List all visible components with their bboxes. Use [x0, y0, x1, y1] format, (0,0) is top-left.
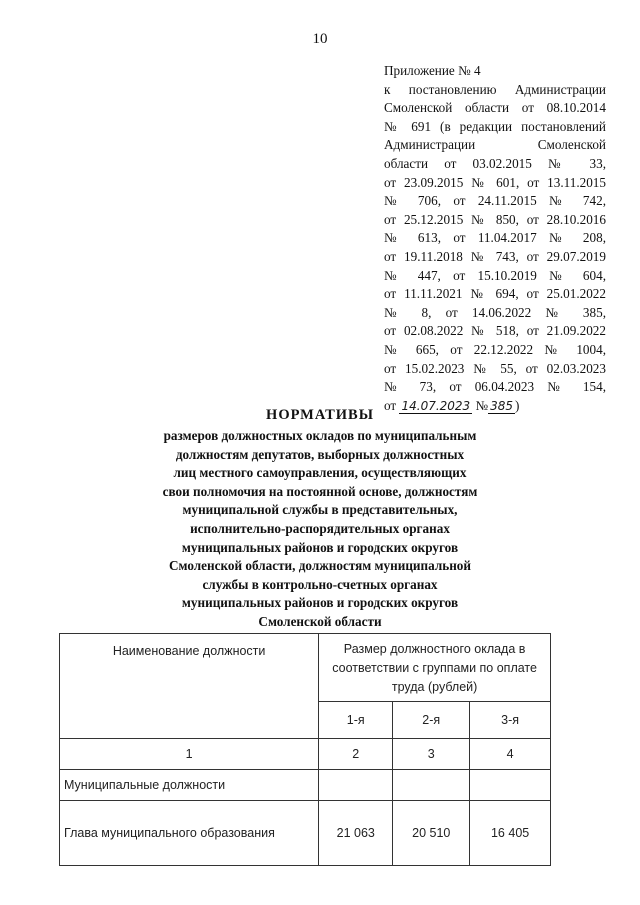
appendix-line: № 447, от 15.10.2019 № 604, — [384, 267, 606, 283]
norms-table — [59, 633, 551, 866]
group-2-header: 2-я — [393, 702, 470, 739]
group-1-header: 1-я — [319, 702, 393, 739]
salary-cell: 21 063 — [319, 801, 393, 866]
appendix-line: от 15.02.2023 № 55, от 02.03.2023 — [384, 360, 606, 376]
table-row — [60, 770, 551, 801]
appendix-line: от 11.11.2021 № 694, от 25.01.2022 — [384, 286, 606, 302]
table-header-row — [60, 634, 551, 702]
title-line: муниципальной службы в представительных, — [182, 502, 458, 518]
appendix-line: к постановлению Администрации — [384, 81, 606, 97]
appendix-line: № 665, от 22.12.2022 № 1004, — [384, 341, 606, 357]
appendix-block — [384, 62, 606, 415]
appendix-line: Смоленской области от 08.10.2014 — [384, 100, 606, 116]
appendix-line: от 02.08.2022 № 518, от 21.09.2022 — [384, 323, 606, 339]
page-number: 10 — [312, 31, 328, 47]
salary-cell — [319, 770, 393, 801]
appendix-line: от 19.11.2018 № 743, от 29.07.2019 — [384, 248, 606, 264]
table-row — [60, 801, 551, 866]
salary-cell: 20 510 — [393, 801, 470, 866]
document-title — [0, 407, 640, 632]
title-line: Смоленской области, должностям муниципальной — [169, 558, 471, 574]
title-line: муниципальных районов и городских округов — [181, 539, 459, 555]
header-position-name: Наименование должности — [60, 634, 319, 739]
salary-cell: 16 405 — [470, 801, 551, 866]
title-line: Смоленской области — [258, 613, 382, 629]
title-main: НОРМАТИВЫ — [266, 407, 374, 423]
position-name-cell: Муниципальные должности — [60, 770, 319, 801]
title-line: должностям депутатов, выборных должностных — [175, 446, 465, 462]
title-line: службы в контрольно-счетных органах — [202, 576, 438, 592]
header-salary-size: Размер должностного оклада в соответствии с группами по оплате труда (рублей) — [319, 634, 551, 702]
position-name-cell: Глава муниципального образования — [60, 801, 319, 866]
column-number: 4 — [470, 739, 551, 770]
appendix-line: Приложение № 4 — [384, 63, 481, 78]
title-line: размеров должностных окладов по муниципальным — [163, 428, 477, 443]
column-number: 1 — [60, 739, 319, 770]
handwritten-date: 14.07.2023 — [401, 398, 471, 413]
appendix-line: от 23.09.2015 № 601, от 13.11.2015 — [384, 174, 606, 190]
title-line: муниципальных районов и городских округов — [181, 595, 459, 611]
salary-cell — [393, 770, 470, 801]
title-line: свои полномочия на постоянной основе, должностям — [162, 483, 478, 499]
appendix-line: области от 03.02.2015 № 33, — [384, 155, 606, 171]
closing-paren: ) — [515, 397, 520, 413]
title-line: исполнительно-распорядительных органах — [190, 520, 450, 536]
appendix-last-prefix: от — [384, 397, 397, 413]
appendix-line: № 691 (в редакции постановлений — [384, 118, 606, 134]
title-line: лиц местного самоуправления, осуществляющих — [173, 465, 467, 481]
group-3-header: 3-я — [470, 702, 551, 739]
table-numbering-row — [60, 739, 551, 770]
appendix-line: № 613, от 11.04.2017 № 208, — [384, 230, 606, 246]
appendix-line: № 73, от 06.04.2023 № 154, — [384, 379, 606, 395]
appendix-line: от 25.12.2015 № 850, от 28.10.2016 — [384, 211, 606, 227]
salary-cell — [470, 770, 551, 801]
number-label: № — [475, 397, 489, 413]
appendix-line: № 8, от 14.06.2022 № 385, — [384, 304, 606, 320]
appendix-line: № 706, от 24.11.2015 № 742, — [384, 193, 606, 209]
column-number: 2 — [319, 739, 393, 770]
column-number: 3 — [393, 739, 470, 770]
appendix-line: Администрации Смоленской — [384, 137, 606, 153]
handwritten-number: 385 — [490, 398, 513, 413]
